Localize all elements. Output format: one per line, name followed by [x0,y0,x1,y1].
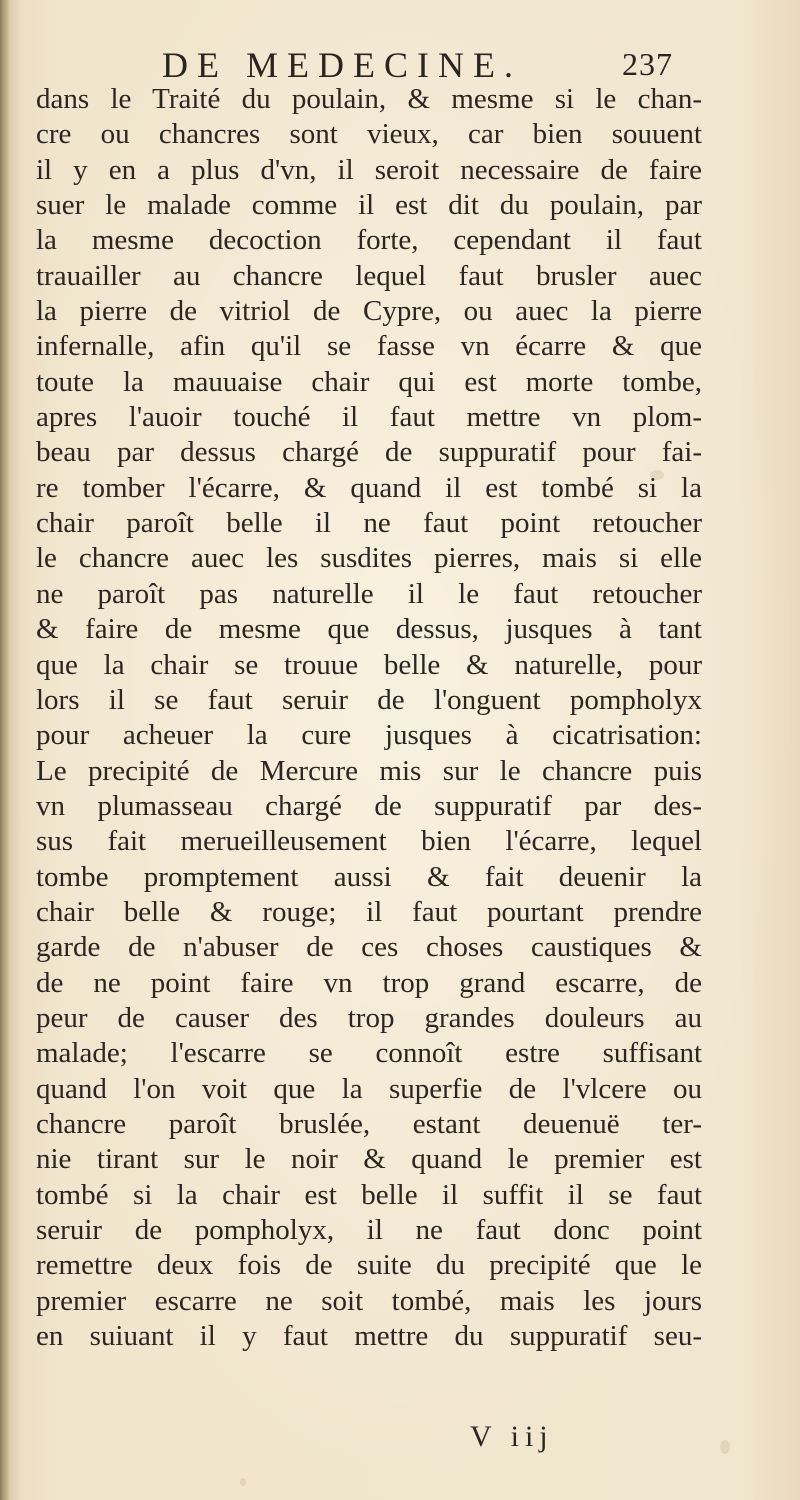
text-line: premier escarre ne soit tombé, mais les jours [36,1284,702,1317]
text-line: re tomber l'écarre, & quand il est tombé si la [36,471,702,504]
text-line: tombe promptement aussi & fait deuenir la [36,860,702,893]
text-line: en suiuant il y faut mettre du suppuratif seu- [36,1320,702,1353]
text-line: chair paroît belle il ne faut point retoucher [36,507,702,540]
signature-mark: V iij [470,1420,554,1453]
text-line: seruir de pompholyx, il ne faut donc point [36,1214,702,1246]
text-line: beau par dessus chargé de suppuratif pour fai- [36,436,702,469]
text-line: quand l'on voit que la superfie de l'vlcere ou [36,1072,702,1105]
text-line: la mesme decoction forte, cependant il faut [36,224,702,257]
text-line: lors il se faut seruir de l'onguent pompholyx [36,683,702,716]
text-line: toute la mauuaise chair qui est morte tombe, [36,365,702,398]
page-number: 237 [622,46,673,82]
text-line: le chancre auec les susdites pierres, mais si elle [36,542,702,575]
text-line: chair belle & rouge; il faut pourtant prendre [36,895,702,928]
text-line: il y en a plus d'vn, il seroit necessaire de faire [36,153,702,186]
text-line: peur de causer des trop grandes douleurs au [36,1001,702,1034]
text-line: remettre deux fois de suite du precipité que le [36,1249,702,1282]
paper-stain [720,1440,730,1454]
text-line: apres l'auoir touché il faut mettre vn plom- [36,401,702,434]
text-line: garde de n'abuser de ces choses caustiques & [36,931,702,964]
text-line: tombé si la chair est belle il suffit il se faut [36,1178,702,1211]
page-title: DE MEDECINE. [162,45,522,85]
text-line: infernalle, afin qu'il se fasse vn écarre & que [36,330,702,363]
text-line: suer le malade comme il est dit du poulain, par [36,189,702,222]
binding-edge [0,0,10,1500]
text-line: nie tirant sur le noir & quand le premier est [36,1143,702,1176]
body-text [36,82,702,1354]
text-line: ne paroît pas naturelle il le faut retoucher [36,577,702,610]
text-line: pour acheuer la cure jusques à cicatrisation: [36,719,702,752]
text-line: la pierre de vitriol de Cypre, ou auec la pierre [36,295,702,328]
text-line: de ne point faire vn trop grand escarre, de [36,966,702,999]
text-line: Le precipité de Mercure mis sur le chancre puis [36,754,702,787]
text-line: dans le Traité du poulain, & mesme si le chan- [36,83,702,115]
text-line: sus fait merueilleusement bien l'écarre, lequel [36,825,702,858]
text-line: chancre paroît bruslée, estant deuenuë ter- [36,1107,702,1140]
text-line: que la chair se trouue belle & naturelle, pour [36,648,702,681]
text-line: malade; l'escarre se connoît estre suffisant [36,1037,702,1070]
text-line: vn plumasseau chargé de suppuratif par des- [36,789,702,822]
text-line: cre ou chancres sont vieux, car bien souuent [36,118,702,151]
paper-stain [240,1478,246,1486]
text-line: trauailler au chancre lequel faut brusler auec [36,259,702,292]
text-line: & faire de mesme que dessus, jusques à tant [36,613,702,646]
